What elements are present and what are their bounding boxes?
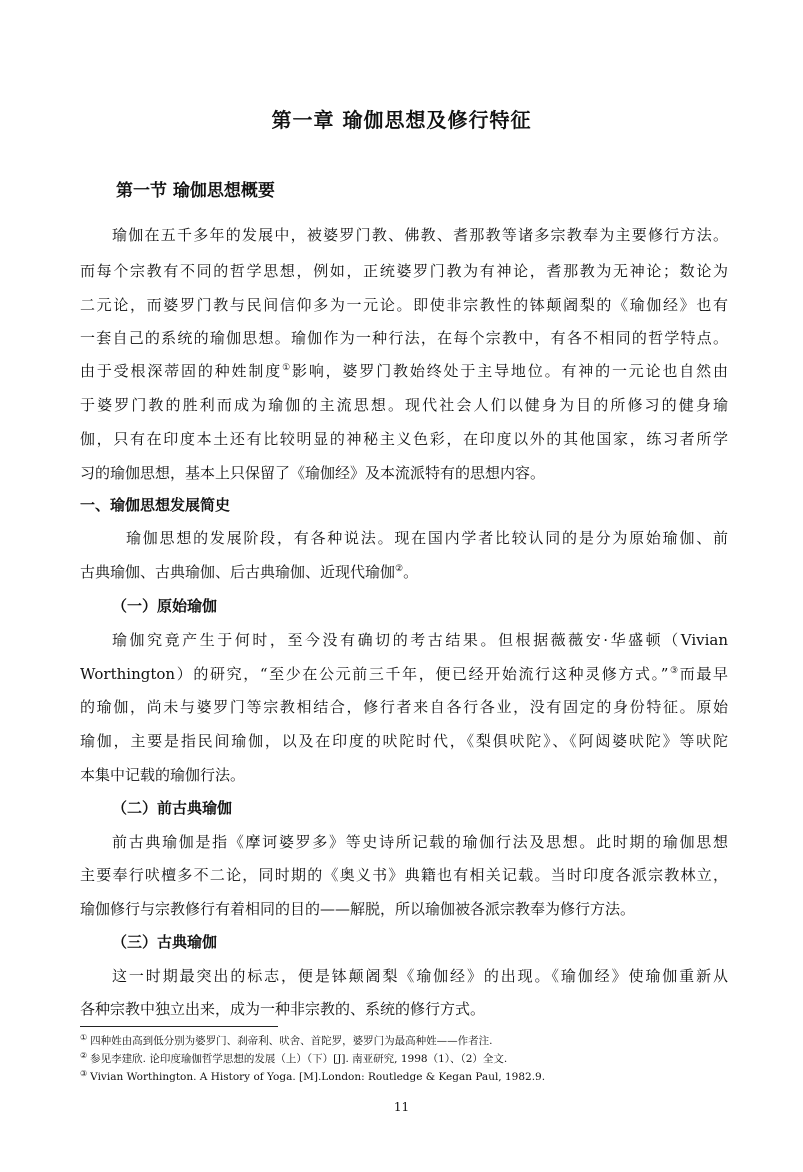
- body-line: 瑜伽究竟产生于何时，至今没有确切的考古结果。但根据薇薇安·华盛顿（Vivian: [112, 631, 728, 649]
- body-text: 古典瑜伽、古典瑜伽、后古典瑜伽、近现代瑜伽: [80, 563, 396, 581]
- footnote-text: 四种姓由高到低分别为婆罗门、刹帝利、吠舍、首陀罗，婆罗门为最高种姓——作者注.: [90, 1035, 493, 1047]
- footnote-ref: ③: [668, 666, 680, 676]
- footnote-mark: ①: [80, 1034, 88, 1042]
- page-number: 11: [393, 1100, 410, 1114]
- body-line: 于婆罗门教的胜利而成为瑜伽的主流思想。现代社会人们以健身为目的所修习的健身瑜: [80, 396, 728, 414]
- footnote-ref: ②: [395, 564, 404, 574]
- subheading: （三）古典瑜伽: [112, 933, 218, 951]
- body-line: 二元论，而婆罗门教与民间信仰多为一元论。即使非宗教性的钵颠阇梨的《瑜伽经》也有: [80, 296, 728, 314]
- body-line: 瑜伽，主要是指民间瑜伽，以及在印度的吠陀时代，《梨俱吠陀》、《阿闼婆吠陀》等吠陀: [80, 732, 728, 750]
- subheading: 一、瑜伽思想发展简史: [80, 496, 231, 514]
- footnote: [80, 1034, 728, 1048]
- body-text: 而最早: [679, 665, 728, 683]
- body-line: 前古典瑜伽是指《摩诃婆罗多》等史诗所记载的瑜伽行法及思想。此时期的瑜伽思想: [112, 833, 728, 851]
- footnote: [80, 1052, 728, 1066]
- body-text: 由于受根深蒂固的种姓制度: [80, 362, 283, 380]
- section-title: 第一节 瑜伽思想概要: [116, 181, 275, 201]
- body-line: 主要奉行吠檀多不二论，同时期的《奥义书》典籍也有相关记载。当时印度各派宗教林立，: [80, 866, 728, 884]
- footnote-mark: ②: [80, 1052, 88, 1060]
- body-line: 这一时期最突出的标志，便是钵颠阇梨《瑜伽经》的出现。《瑜伽经》使瑜伽重新从: [112, 967, 728, 985]
- body-text: 影响，婆罗门教始终处于主导地位。有神的一元论也自然由: [292, 362, 728, 380]
- body-line: 各种宗教中独立出来，成为一种非宗教的、系统的修行方式。: [80, 1000, 486, 1018]
- body-line: 本集中记载的瑜伽行法。: [80, 766, 246, 784]
- footnote-divider: [80, 1026, 278, 1027]
- footnote-text: Vivian Worthington. A History of Yoga. [M].London: Routledge & Kegan Paul, 1982.9.: [90, 1071, 546, 1083]
- body-line: 瑜伽在五千多年的发展中，被婆罗门教、佛教、耆那教等诸多宗教奉为主要修行方法。: [112, 226, 728, 244]
- body-line: 一套自己的系统的瑜伽思想。瑜伽作为一种行法，在每个宗教中，有各不相同的哲学特点。: [80, 329, 728, 347]
- footnote-text: 参见李建欣. 论印度瑜伽哲学思想的发展（上）（下）[J]. 南亚研究, 1998（1）、（2）全文.: [90, 1053, 508, 1065]
- body-line: 伽，只有在印度本土还有比较明显的神秘主义色彩，在印度以外的其他国家，练习者所学: [80, 430, 728, 448]
- footnote-mark: ③: [80, 1070, 88, 1078]
- body-line: 瑜伽思想的发展阶段，有各种说法。现在国内学者比较认同的是分为原始瑜伽、前: [126, 529, 728, 547]
- footnote: [80, 1070, 728, 1084]
- chapter-title: 第一章 瑜伽思想及修行特征: [271, 108, 532, 132]
- subheading: （一）原始瑜伽: [112, 597, 218, 615]
- body-line: [80, 562, 728, 582]
- body-line: 瑜伽修行与宗教修行有着相同的目的——解脱，所以瑜伽被各派宗教奉为修行方法。: [80, 900, 636, 918]
- body-line: 习的瑜伽思想，基本上只保留了《瑜伽经》及本流派特有的思想内容。: [80, 464, 546, 482]
- body-line: [80, 664, 728, 684]
- subheading: （二）前古典瑜伽: [112, 799, 233, 817]
- body-text: 。: [403, 563, 419, 581]
- body-line: 而每个宗教有不同的哲学思想，例如，正统婆罗门教为有神论，耆那教为无神论；数论为: [80, 262, 728, 280]
- body-line: 的瑜伽，尚未与婆罗门等宗教相结合，修行者来自各行各业，没有固定的身份特征。原始: [80, 698, 728, 716]
- body-line: [80, 361, 728, 381]
- body-text: Worthington）的研究，“至少在公元前三千年，便已经开始流行这种灵修方式。”: [80, 665, 669, 683]
- footnote-ref: ①: [282, 363, 292, 373]
